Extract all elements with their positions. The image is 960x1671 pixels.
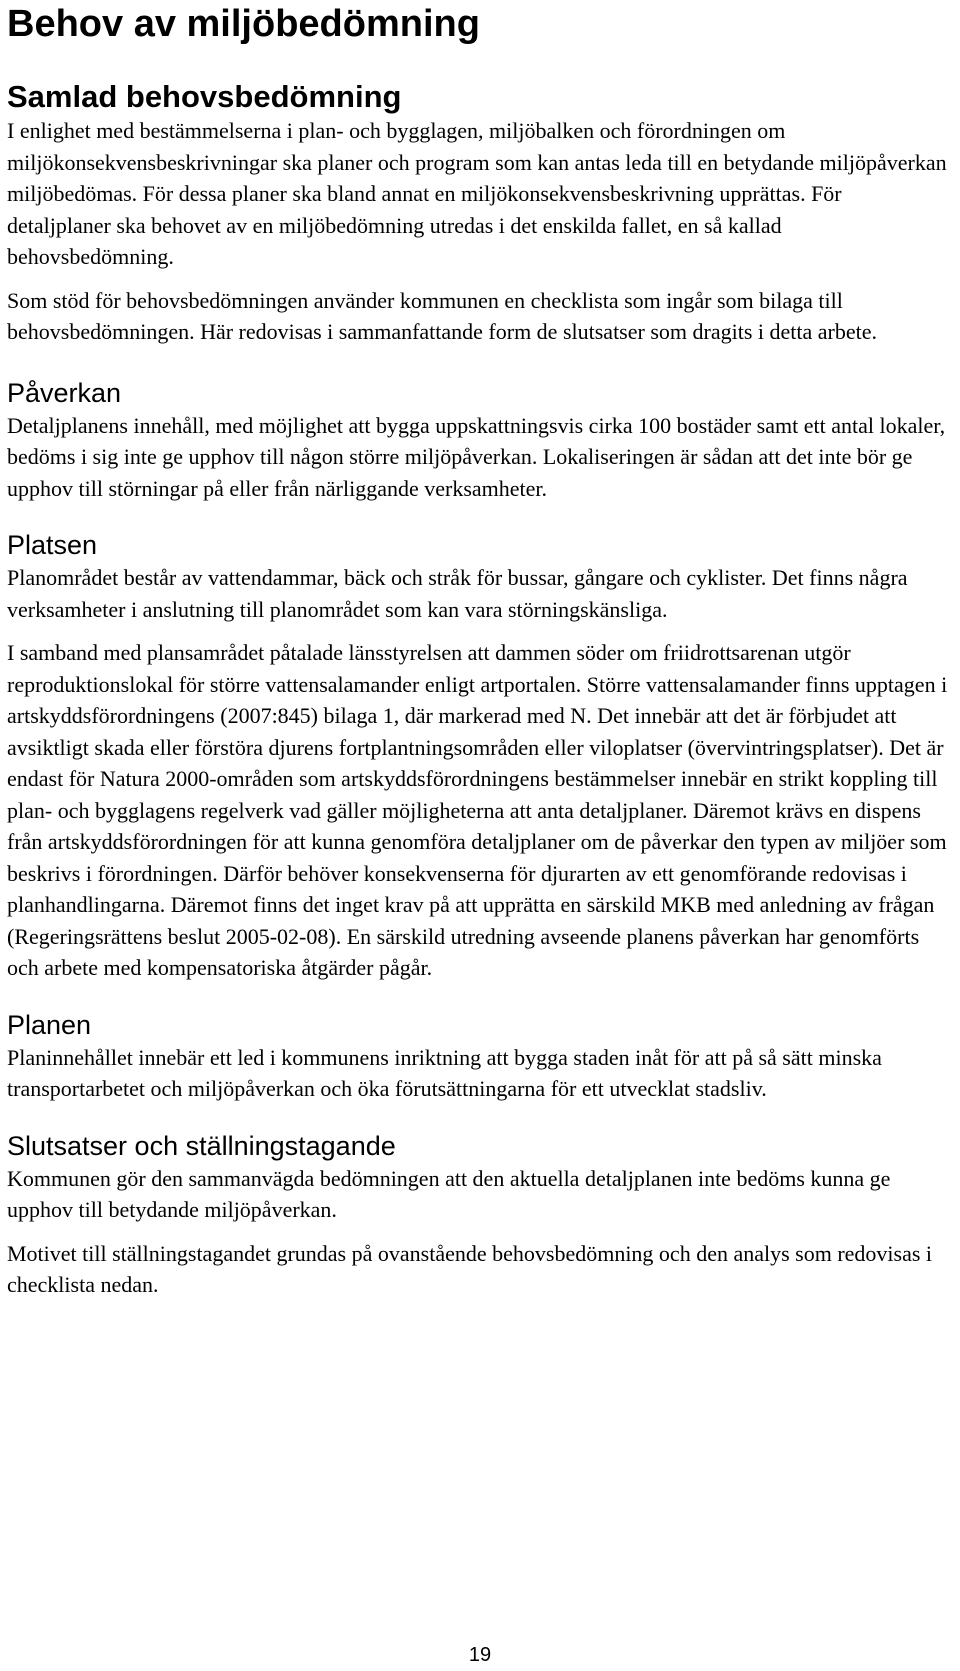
paragraph: Motivet till ställningstagandet grundas på ovanstående behovsbedömning och den analys som redovisas i checklista nedan.	[7, 1240, 933, 1297]
section-slutsatser	[7, 1129, 949, 1301]
paragraph: Kommunen gör den sammanvägda bedömningen att den aktuella detaljplanen inte bedöms kunna ge upphov till betydande miljöpåverkan.	[7, 1165, 891, 1222]
section-platsen	[7, 528, 949, 984]
section-heading: Samlad behovsbedömning	[7, 79, 402, 114]
paragraph: Detaljplanens innehåll, med möjlighet att bygga uppskattningsvis cirka 100 bostäder samt ett antal lokaler, bedöms i sig inte ge upphov till någon större miljöpåverkan. Lokaliseringen är sådan att det inte bör ge upphov till störningar på eller från närliggande verksamheter.	[7, 412, 946, 501]
paragraph: I samband med plansamrådet påtalade länsstyrelsen att dammen söder om friidrottsarenan utgör reproduktionslokal för större vattensalamander enligt artportalen. Större vattensalamander finns upptagen i artskyddsförordningens (2007:845) bilaga 1, där markerad med N. Det innebär att det är förbjudet att avsiktligt skada eller förstöra djurens fortplantningsområden eller viloplatser (övervintringsplatser). Det är endast för Natura 2000-områden som artskyddsförordningens bestämmelser innebär en strikt koppling till plan- och bygglagens regelverk vad gäller möjligheterna att anta detaljplaner. Däremot krävs en dispens från artskyddsförordningen för att kunna genomföra detaljplaner om de påverkar den typen av miljöer som beskrivs i förordningen. Därför behöver konsekvenserna för djurarten av ett genomförande redovisas i planhandlingarna. Däremot finns det inget krav på att upprätta en särskild MKB med anledning av frågan (Regeringsrättens beslut 2005-02-08). En särskild utredning avseende planens påverkan har genomförts och arbete med kompensatoriska åtgärder pågår.	[7, 640, 948, 980]
paragraph: Planområdet består av vattendammar, bäck och stråk för bussar, gångare och cyklister. Det finns några verksamheter i anslutning till planområdet som kan vara störningskänsliga.	[7, 565, 908, 622]
section-samlad-behovsbedomning	[7, 79, 949, 348]
subsection-heading: Platsen	[7, 530, 98, 560]
subsection-heading: Planen	[7, 1009, 92, 1040]
section-planen	[7, 1008, 949, 1105]
paragraph: Planinnehållet innebär ett led i kommunens inriktning att bygga staden inåt för att på så sätt minska transportarbetet och miljöpåverkan och öka förutsättningarna för ett utvecklat stadsliv.	[7, 1044, 882, 1101]
page-title: Behov av miljöbedömning	[7, 3, 480, 45]
paragraph: I enlighet med bestämmelserna i plan- och bygglagen, miljöbalken och förordningen om miljökonsekvensbeskrivningar ska planer och program som kan antas leda till en betydande miljöpåverkan miljöbedömas. För dessa planer ska bland annat en miljökonsekvensbeskrivning upprättas. För detaljplaner ska behovet av en miljöbedömning utredas i det enskilda fallet, en så kallad behovsbedömning.	[7, 118, 947, 269]
page-number: 19	[468, 1644, 492, 1666]
paragraph: Som stöd för behovsbedömningen använder kommunen en checklista som ingår som bilaga till behovsbedömningen. Här redovisas i sammanfattande form de slutsatser som dragits i detta arbete.	[7, 287, 877, 344]
subsection-heading: Slutsatser och ställningstagande	[7, 1130, 396, 1161]
section-paverkan	[7, 376, 949, 505]
subsection-heading: Påverkan	[7, 377, 122, 408]
document-page	[7, 0, 949, 1301]
